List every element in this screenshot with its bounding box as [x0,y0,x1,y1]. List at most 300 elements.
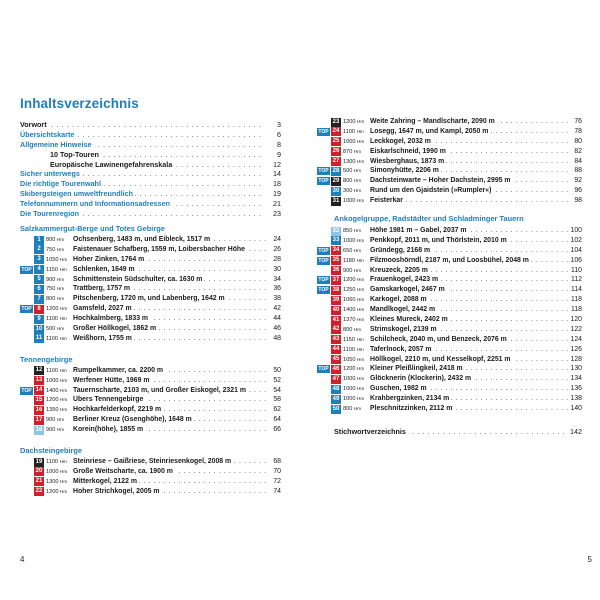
tour-text [370,236,582,246]
tour-page: 102 [570,236,582,244]
tour-entry [20,386,281,396]
tour-page: 54 [273,386,281,394]
tour-page: 76 [574,118,582,125]
tour-number-badge: 29 [332,177,340,184]
elevation-unit: Hm [56,276,65,282]
tour-text [370,137,582,147]
elevation-unit: Hm [357,307,365,313]
tour-name: Ochsenberg, 1483 m, und Eibleck, 1517 m [73,236,211,243]
tour-page: 70 [273,467,281,475]
elevation-unit: Hm [357,386,365,392]
tour-name: Pitschenberg, 1720 m, und Labenberg, 1642 m [73,295,225,303]
tour-number-badge: 47 [332,375,340,382]
elevation-gain: 1370 Hm [343,317,365,324]
elevation-gain: 1000 Hm [343,396,365,403]
elevation-unit: Hm [353,247,362,253]
elevation-unit: Hm [56,286,65,292]
tour-number-badge: 32 [332,227,340,234]
elevation-gain: 870 Hm [343,148,362,155]
tour-page: 62 [273,406,281,414]
tour-entry [317,117,582,127]
tour-name: Gamsfeld, 2027 m [73,305,132,313]
tour-text [370,305,582,315]
toc-entry-page: 23 [273,209,281,219]
elevation-gain: 1000 Hm [343,237,365,244]
toc-entry [20,160,281,170]
tour-entry [20,425,281,435]
tour-text [73,235,281,245]
tour-page: 44 [273,315,281,323]
tour-entry [317,345,582,355]
elevation-gain: 1000 Hm [343,386,365,393]
toc-tours-right [317,117,582,437]
toc-entry-label: Die richtige Tourenwahl [20,179,101,189]
tour-name: Große Weitscharte, ca. 1900 m [73,467,173,475]
elevation-gain: 1300 Hm [343,158,365,165]
tour-text [370,117,582,127]
tour-text [73,245,281,255]
elevation-gain: 1050 Hm [46,256,68,263]
top-tour-badge: TOP [318,168,329,175]
tour-name: Faistenauer Schafberg, 1559 m, Loibersbacher Höhe [73,245,245,253]
tour-text [370,374,582,384]
tour-number-badge: 8 [34,305,44,314]
toc-general [20,120,281,219]
elevation-unit: Hm [60,468,68,474]
tour-text [73,376,281,386]
top-tour-badge: TOP [318,277,329,284]
tour-number-badge: 22 [35,488,43,495]
tour-name: Pleschnitzzinken, 2112 m [370,405,453,413]
tour-name: Strimskogel, 2139 m [370,325,437,333]
page-title: Inhaltsverzeichnis [20,96,139,111]
tour-page: 130 [570,365,582,373]
tour-name: Übers Tennengebirge [73,396,144,404]
elevation-gain: 300 Hm [343,188,362,195]
tour-text [73,366,281,376]
top-tour-badge: TOP [318,257,329,264]
tour-name: Großer Höllkogel, 1862 m [73,325,157,333]
tour-name: Kleiner Pleißlingkeil, 2418 m [370,365,463,373]
toc-entry [20,140,281,150]
tour-page: 136 [570,385,582,393]
tour-entry [317,147,582,157]
tour-entry [317,275,582,285]
tour-number-badge: 40 [332,306,340,313]
tour-page: 84 [574,157,582,165]
toc-entry-label: Europäische Lawinengefahrenskala [20,160,174,169]
elevation-unit: Hm [353,178,362,184]
tour-name: Hochkalmberg, 1833 m [73,315,149,323]
tour-number-badge: 11 [35,335,43,342]
elevation-unit: Hm [59,367,67,373]
tour-number-badge: 37 [332,276,340,283]
elevation-gain: 500 Hm [343,168,362,175]
elevation-unit: Hm [56,237,65,242]
tour-page: 24 [273,236,281,243]
tour-text [370,266,582,276]
elevation-unit: Hm [357,376,365,382]
tour-number-badge: 48 [332,385,340,392]
tour-name: Rumpelkammer, ca. 2200 m [73,366,164,374]
tour-page: 34 [273,275,281,283]
tour-text [73,395,281,405]
tour-entry [317,236,582,246]
elevation-gain: 1100 Hm [46,367,67,374]
elevation-gain: 1200 Hm [46,488,68,495]
tour-text [370,127,582,137]
tour-name: Weißhorn, 1755 m [73,334,132,342]
tour-page: 78 [574,127,582,135]
tour-name: Trattberg, 1757 m [73,285,131,293]
tour-number-badge: 19 [35,458,43,465]
tour-entry [317,394,582,404]
tour-page: 36 [273,285,281,293]
tour-name: Frauenkogel, 2423 m [370,276,439,284]
tour-number-badge: 35 [332,257,340,264]
toc-entry-page: 18 [273,179,281,189]
toc-entry [20,189,281,199]
tour-text [370,166,582,176]
tour-number-badge: 6 [34,285,44,294]
tour-page: 112 [571,276,582,284]
tour-page: 110 [571,266,582,274]
tour-entry [317,196,582,206]
tour-entry [20,366,281,376]
tour-name: Glöcknerin (Klockerin), 2432 m [370,375,472,383]
toc-entry-label: Vorwort [20,120,47,129]
index-page: 142 [570,426,582,436]
tour-entry [317,404,582,414]
elevation-gain: 500 Hm [46,326,65,333]
tour-number-badge: 15 [35,396,43,403]
elevation-unit: Hm [356,346,364,352]
elevation-unit: Hm [356,336,364,342]
tour-number-badge: 41 [332,316,340,323]
tour-entry [20,284,281,294]
tour-page: 92 [574,177,582,185]
tour-page: 68 [273,458,281,466]
elevation-unit: Hm [59,316,67,322]
tour-text [73,255,281,265]
tour-entry [20,255,281,265]
tour-entry [20,304,281,314]
tour-page: 58 [273,396,281,404]
elevation-unit: Hm [353,406,362,412]
elevation-unit: Hm [56,246,65,252]
elevation-unit: Hm [357,287,365,293]
index-label: Stichwortverzeichnis [334,426,406,436]
tour-text [73,386,281,396]
tour-name: Hoher Strichkogel, 2005 m [73,487,160,495]
tour-text [73,294,281,304]
tour-page: 122 [570,325,582,333]
toc-entry-page: 19 [273,189,281,199]
elevation-gain: 1200 Hm [46,306,68,313]
tour-text [73,457,281,467]
tour-entry [317,256,582,266]
elevation-unit: Hm [56,326,65,332]
tour-number-badge: 18 [35,426,43,433]
tour-entry [20,487,281,497]
tour-name: Feisterkar [370,197,403,205]
tour-name: Hochkarfelderkopf, 2219 m [73,406,162,414]
tour-entry [20,245,281,255]
toc-entry-label: 10 Top-Touren [20,150,101,159]
elevation-unit: Hm [357,366,365,372]
elevation-unit: Hm [60,377,68,383]
tour-entry [20,324,281,334]
toc-entry-label: Skibergsteigen umweltfreundlich [20,189,134,199]
elevation-gain: 1200 Hm [343,277,365,284]
elevation-unit: Hm [357,277,365,283]
tour-text [73,284,281,294]
tour-page: 46 [273,325,281,333]
elevation-unit: Hm [56,417,65,423]
tour-text [73,314,281,324]
tour-name: Losegg, 1647 m, und Kampl, 2050 m [370,127,489,135]
section-heading: Salzkammergut-Berge und Totes Gebirge [20,224,165,233]
tour-entry [20,405,281,415]
toc-tours-left [20,224,281,497]
tour-entry [20,334,281,344]
elevation-gain: 1100 Hm [46,335,67,342]
tour-entry [317,305,582,315]
tour-name: Mandlkogel, 2442 m [370,306,436,314]
elevation-gain: 1250 Hm [343,287,365,294]
elevation-unit: Hm [60,478,68,484]
tour-entry [317,295,582,305]
tour-number-badge: 2 [34,245,44,254]
elevation-gain: 1150 Hm [343,336,364,343]
tour-page: 118 [571,306,582,314]
toc-entry-page: 21 [273,199,281,209]
elevation-unit: Hm [60,488,68,494]
tour-page: 82 [574,147,582,155]
tour-entry [317,246,582,256]
elevation-unit: Hm [60,407,68,413]
tour-number-badge: 36 [332,267,340,274]
tour-page: 74 [273,487,281,495]
tour-page: 48 [273,334,281,342]
elevation-unit: Hm [353,326,362,332]
tour-entry [317,315,582,325]
tour-entry [20,457,281,467]
elevation-gain: 850 Hm [343,228,362,235]
tour-text [370,256,582,266]
top-tour-badge: TOP [318,287,329,294]
toc-entry-page: 9 [277,149,281,159]
tour-entry [20,265,281,275]
tour-text [370,147,582,157]
tour-name: Gamskarkogel, 2467 m [370,286,445,294]
tour-name: Guschen, 1982 m [370,385,427,393]
toc-entry-page: 12 [273,159,281,169]
elevation-gain: 1000 Hm [343,138,365,145]
elevation-unit: Hm [356,257,364,263]
tour-name: Wiesberghaus, 1873 m [370,157,445,165]
elevation-unit: Hm [60,397,68,403]
tour-entry [317,127,582,137]
elevation-gain: 800 Hm [46,296,65,303]
tour-number-badge: 45 [332,356,340,363]
tour-page: 38 [273,295,281,303]
tour-text [370,355,582,365]
tour-page: 138 [570,395,582,403]
tour-name: Berliner Kreuz (Gsenghöhe), 1648 m [73,416,192,424]
elevation-unit: Hm [357,138,365,144]
tour-entry [317,374,582,384]
toc-entry-label: Die Tourenregion [20,209,79,219]
tour-number-badge: 16 [35,406,43,413]
elevation-unit: Hm [59,266,67,272]
tour-name: Rund um den Gjaidstein (»Rumpler«) [370,187,492,195]
tour-entry [20,415,281,425]
tour-number-badge: 39 [332,296,340,303]
tour-number-badge: 17 [35,416,43,423]
tour-text [370,295,582,305]
elevation-gain: 750 Hm [46,286,65,293]
tour-page: 106 [570,256,582,264]
tour-entry [317,335,582,345]
tour-text [73,304,281,314]
toc-entry-label: Allgemeine Hinweise [20,139,92,149]
tour-number-badge: 44 [332,346,340,353]
tour-entry [20,275,281,285]
elevation-unit: Hm [353,148,362,154]
elevation-gain: 800 Hm [343,406,362,413]
elevation-gain: 650 Hm [343,247,362,254]
tour-entry [317,166,582,176]
elevation-gain: 750 Hm [46,246,65,253]
tour-name: Steinriese – Gaißriese, Steinriesenkogel, 2008 m [73,458,232,466]
elevation-gain: 1300 Hm [46,478,68,485]
tour-text [370,345,582,355]
tour-entry [20,477,281,487]
elevation-gain: 800 Hm [46,237,65,243]
tour-name: Krahbergzinken, 2134 m [370,395,450,403]
elevation-gain: 1050 Hm [343,356,365,363]
tour-text [370,325,582,335]
tour-page: 134 [570,375,582,383]
tour-page: 140 [570,405,582,413]
toc-entry-page: 14 [273,169,281,179]
tour-page: 42 [273,305,281,313]
tour-name: Tauernscharte, 2103 m, und Großer Eiskogel, 2321 m [73,386,246,394]
tour-page: 28 [273,255,281,263]
toc-entry-page: 8 [277,139,281,149]
top-tour-badge: TOP [318,178,329,185]
elevation-unit: Hm [353,228,362,234]
elevation-gain: 1100 Hm [343,346,364,353]
tour-entry [317,157,582,167]
tour-name: Weite Zahring – Mandlscharte, 2090 m [370,118,495,125]
elevation-gain: 900 Hm [46,417,65,424]
tour-text [370,315,582,325]
tour-number-badge: 9 [34,315,44,324]
tour-name: Mitterkogel, 2122 m [73,477,137,485]
elevation-gain: 800 Hm [343,326,362,333]
tour-number-badge: 38 [332,286,340,293]
tour-name: Simonyhütte, 2206 m [370,167,439,175]
tour-number-badge: 20 [35,468,43,475]
tour-number-badge: 7 [34,295,44,304]
elevation-gain: 1000 Hm [343,376,365,383]
elevation-gain: 1000 Hm [46,468,68,475]
tour-entry [20,395,281,405]
elevation-gain: 900 Hm [46,427,65,434]
tour-page: 50 [273,366,281,374]
toc-entry-label: Sicher unterwegs [20,169,80,179]
tour-name: Werfener Hütte, 1969 m [73,376,150,384]
tour-name: Schilcheck, 2040 m, und Benzeck, 2076 m [370,335,507,343]
elevation-unit: Hm [60,256,68,262]
tour-number-badge: 13 [35,377,43,384]
elevation-unit: Hm [353,267,362,273]
tour-entry [317,226,582,236]
section-heading: Ankogelgruppe, Radstädter und Schladminger Tauern [334,214,524,224]
tour-number-badge: 5 [34,275,44,284]
tour-text [73,405,281,415]
tour-number-badge: 24 [332,128,340,135]
tour-page: 26 [273,245,281,253]
elevation-gain: 1150 Hm [46,266,67,273]
tour-number-badge: 26 [332,148,340,155]
tour-text [370,157,582,167]
tour-entry [317,137,582,147]
elevation-gain: 1100 Hm [343,128,364,135]
elevation-unit: Hm [357,119,365,124]
elevation-gain: 1400 Hm [343,307,365,314]
toc-entry [20,209,281,219]
tour-text [73,334,281,344]
tour-name: Schmittenstein Südschulter, ca. 1630 m [73,275,203,283]
page-number-right: 5 [587,555,592,564]
elevation-gain: 1400 Hm [46,387,68,394]
toc-entry [20,120,281,130]
tour-number-badge: 21 [35,478,43,485]
toc-entry-label: Übersichtskarte [20,129,75,139]
tour-entry [317,384,582,394]
tour-name: Höllkogel, 2210 m, und Kesselkopf, 2251 m [370,355,511,363]
elevation-unit: Hm [357,297,365,303]
tour-entry [20,294,281,304]
toc-entry-label: Telefonnummern und Informationsadressen [20,199,171,209]
tour-text [73,275,281,285]
tour-page: 104 [570,246,582,254]
tour-page: 118 [571,296,582,304]
tour-name: Dachsteinwarte – Hoher Dachstein, 2995 m [370,177,511,185]
tour-entry [20,376,281,386]
elevation-unit: Hm [59,335,67,341]
tour-number-badge: 23 [332,118,340,125]
elevation-unit: Hm [357,158,365,164]
elevation-gain: 1000 Hm [46,377,68,384]
tour-name: Eiskarlschneid, 1990 m [370,147,446,155]
tour-text [73,324,281,334]
tour-text [73,487,281,497]
tour-page: 124 [570,335,582,343]
tour-number-badge: 31 [332,197,340,204]
tour-page: 66 [273,426,281,434]
tour-page: 30 [273,265,281,273]
tour-name: Taferlnock, 2057 m [370,345,432,353]
elevation-gain: 1200 Hm [46,397,68,404]
tour-number-badge: 27 [332,158,340,165]
elevation-unit: Hm [357,356,365,362]
elevation-gain: 1000 Hm [343,198,365,205]
elevation-unit: Hm [353,188,362,194]
